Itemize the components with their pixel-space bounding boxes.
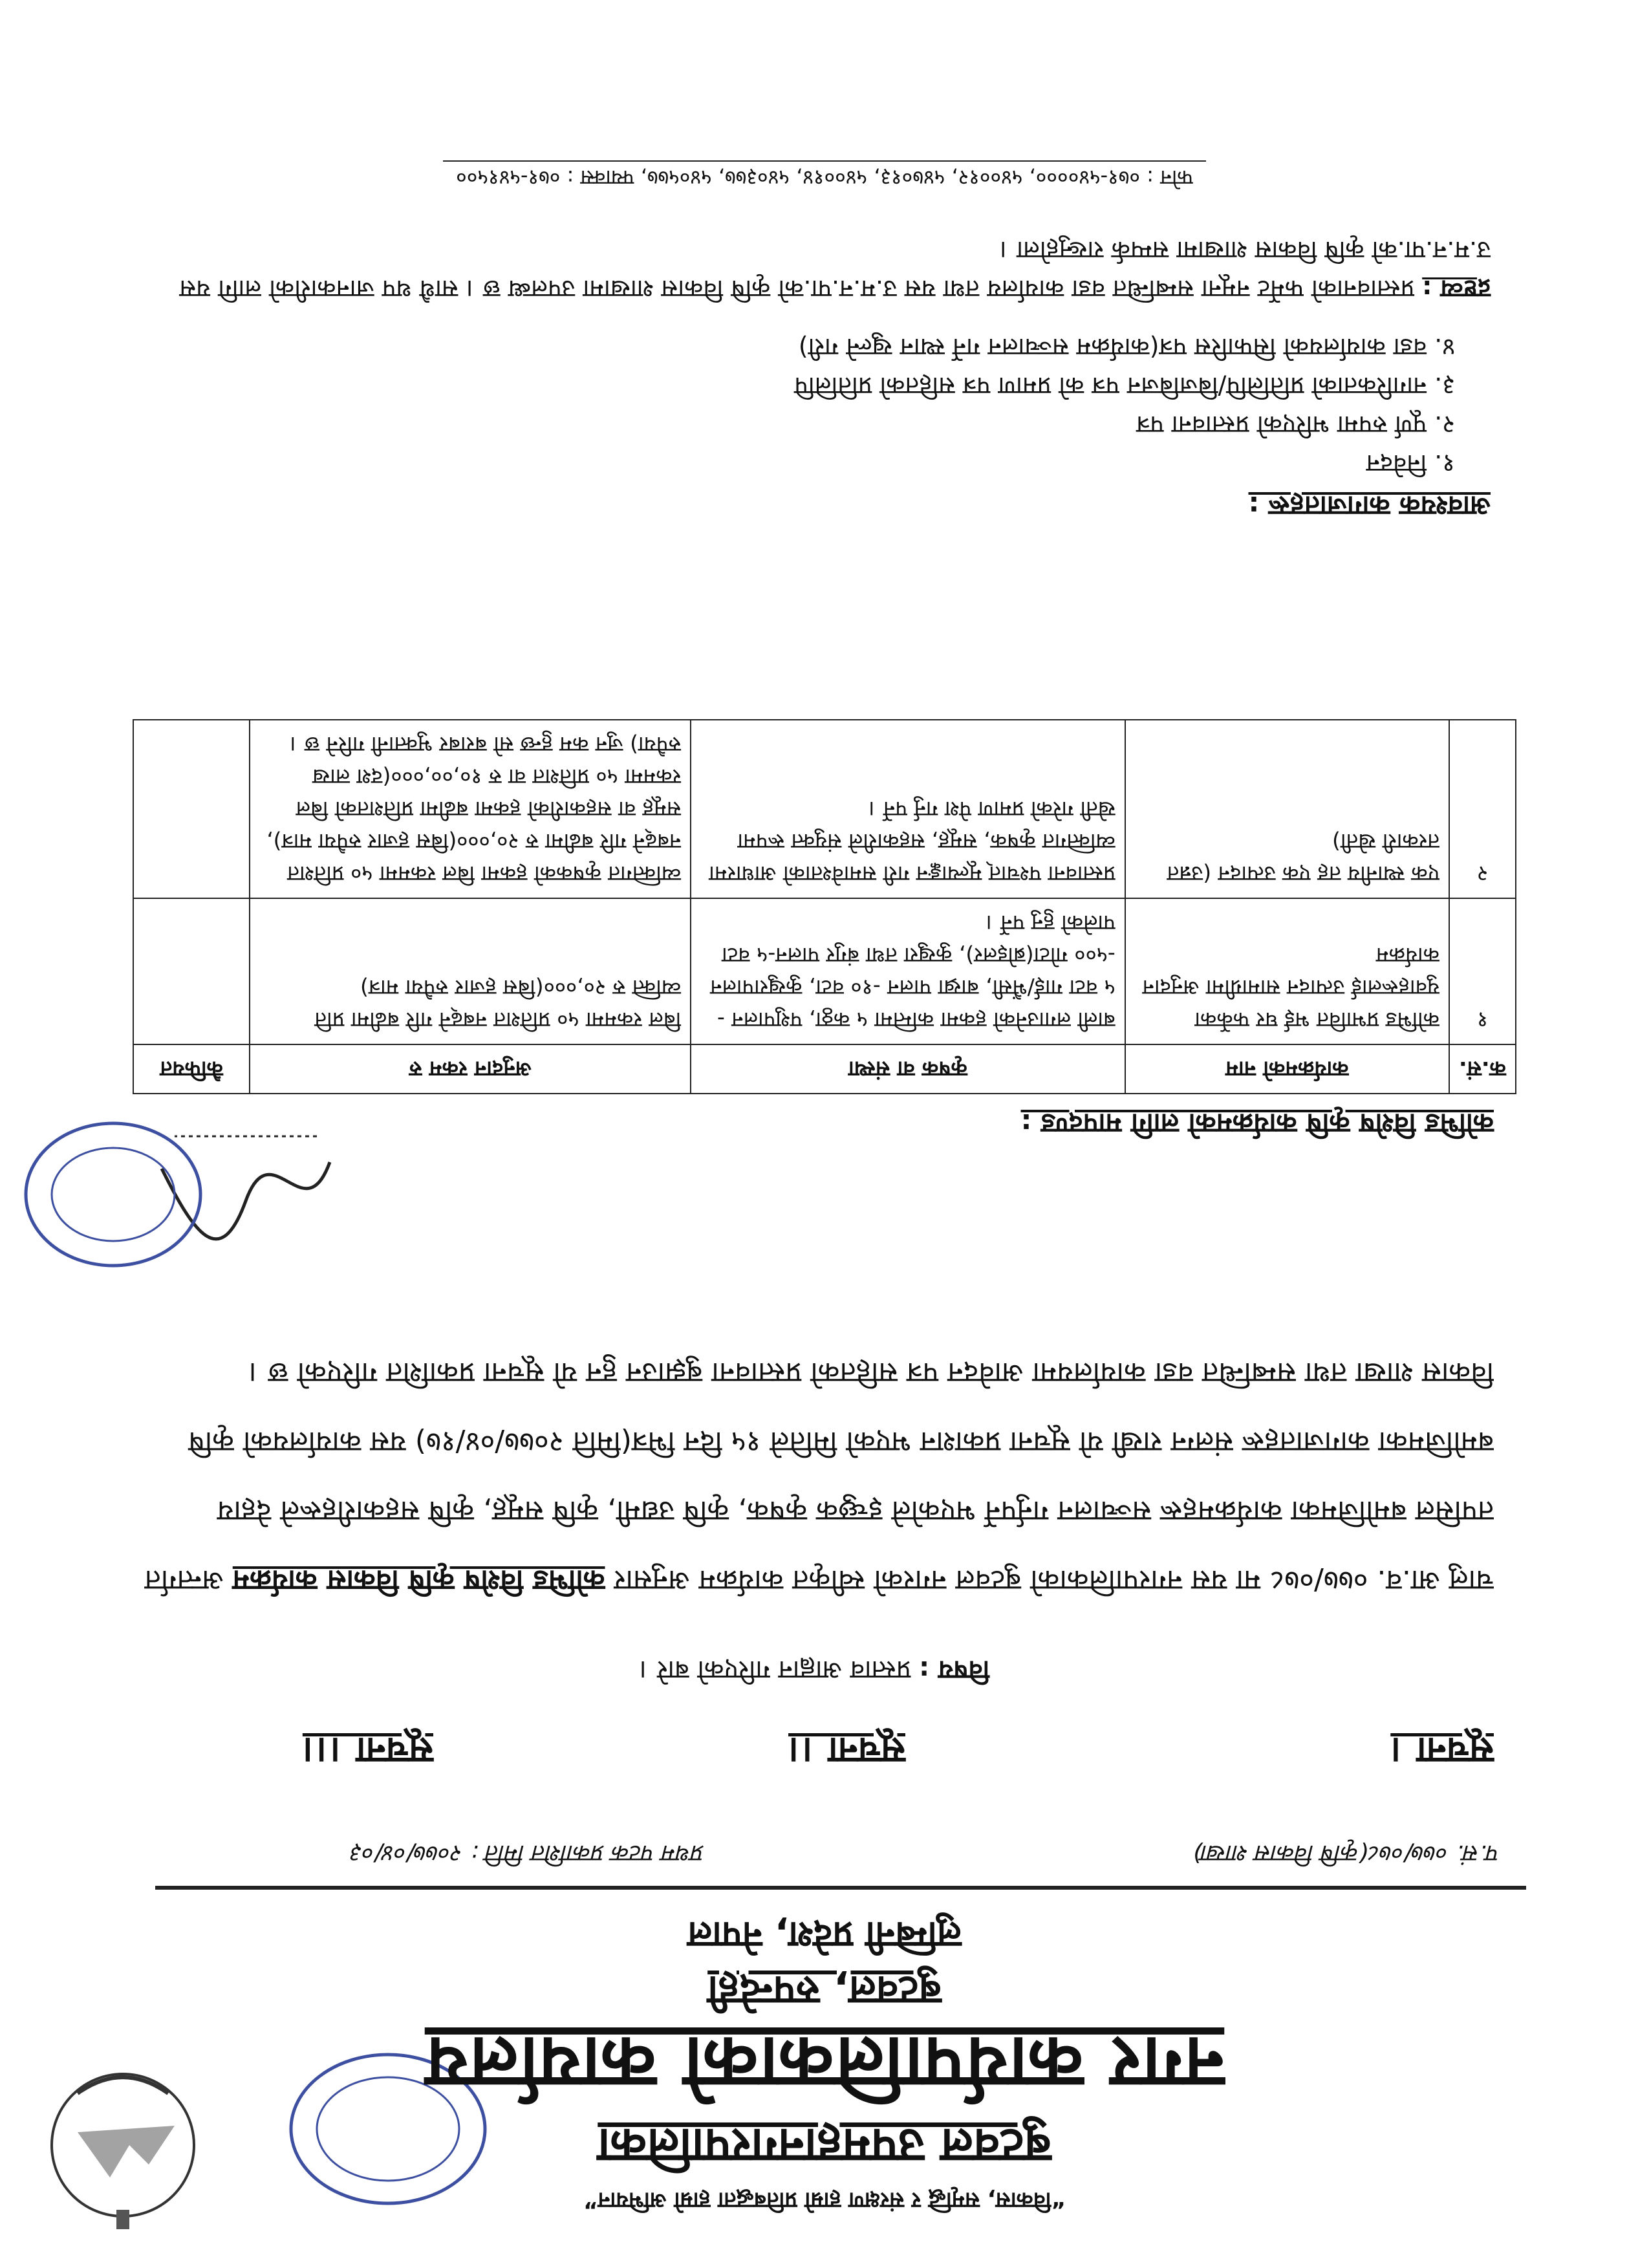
cell-grant: बिल रकममा ५० प्रतिशत नबढ्ने गरि बढीमा प्रति व्यक्ति रु २०,०००(बिस हजार रुपैया मात्र): [250, 898, 691, 1044]
program-criteria-title: कोभिड विशेष कृषि कार्यक्रमको लागि मापदण्ड :: [1020, 1108, 1494, 1139]
notice-heading-2: सूचना ।।: [788, 1729, 905, 1771]
notice-body: [123, 1338, 1494, 1615]
subject-line: [639, 1654, 989, 1689]
notice-heading-1: सूचना ।: [1390, 1729, 1494, 1771]
office-address: बुटवल, रुपन्देही: [707, 1967, 942, 2014]
program-highlight: कोभिड विशेष कृषि विकास कार्यक्रम: [232, 1564, 605, 1597]
subject-text: प्रस्ताव आह्वान गरिएको बारे ।: [639, 1655, 911, 1685]
list-item: २. पूर्ण रुपमा भरिएको प्रस्तावना पत्र: [1136, 411, 1455, 439]
notice-heading-3: सूचना ।।।: [302, 1729, 433, 1771]
col-grant: अनुदान रकम रु: [250, 1044, 691, 1094]
cell-program-name: कोभिड प्रभावित भई घर फर्केका युवाहरूलाई उत्पादन सामाग्रीमा अनुदान कार्यक्रम: [1125, 898, 1449, 1044]
reference-number: प.सं. ०७७/०७८(कृषि विकास शाखा): [1192, 1840, 1500, 1866]
col-remarks: कैफियत: [133, 1044, 250, 1094]
office-name: नगर कार्यपालिकाको कार्यालय: [424, 2021, 1225, 2105]
province-line: लुम्बिनी प्रदेश, नेपाल: [687, 1914, 962, 1956]
table-row: [133, 720, 1516, 898]
cell-eligibility: प्रस्तावना पश्चात् मूल्याङ्कन गरी समावेश्ताको आधारमा व्यक्तिगत कृषक, समूह, सहकारीले संयुक्त रूपमा खेती गरेको प्रमाण पेश गर्नु पर्ने ।: [691, 720, 1125, 898]
subject-label: विषय :: [919, 1655, 989, 1685]
cell-eligibility: बाली लगाउनेको हकमा कम्तिमा ५ कठ्ठा, पशुपालन - ५ वटा गाई/भैंसी, बाख्रा पालन -१० वटा, कुखुरापालन -५०० गोटा(ब्रोइलर), कुखुरा तथा बंगुर पालन-५ वटा पालेको हुनु पर्ने ।: [691, 898, 1125, 1044]
table-row: [133, 898, 1516, 1044]
list-item: ४. वडा कार्यालयको सिफारिस पत्र(कार्यक्रम सञ्चालन गर्ने स्थान खुल्ने गरी): [798, 333, 1455, 362]
table-header-row: [133, 1044, 1516, 1094]
cell-serial: २: [1449, 720, 1516, 898]
body-intro: चालु आ.व. ०७७/०७८ मा यस नगरपालिकाको बुटवल नगरको स्वीकृत कार्यक्रम अनुसार: [614, 1564, 1494, 1597]
required-documents-title: आवश्यक कागजातहरू :: [1248, 490, 1491, 522]
publish-date: प्रथम पटक प्रकाशित मिति : २०७७/०४/०३: [350, 1840, 705, 1866]
cell-remarks: [133, 898, 250, 1044]
contact-numbers: फोन : ०७१-५४००००, ५४००१२, ५४७०१३, ५४००१४, ५४०३७७, ५४०५७७, फ्याक्स : ०७१-५४१५००: [443, 160, 1206, 190]
organization-name: बुटवल उपमहानगरपालिका: [598, 2118, 1051, 2174]
footnote-text: प्रस्तावनाको फर्मेट नमूना सम्बन्धित वडा कार्यालय तथा यस उ.म.न.पा.को कृषि विकास शाखामा उपलब्ध छ । साथै थप जानकारीको लागि यस उ.म.न.पा.को कृषि विकास शाखामा सम्पर्क राख्नुहोला ।: [179, 236, 1491, 303]
col-eligibility: कृषक वा संस्था: [691, 1044, 1125, 1094]
list-item: १. निवेदन: [1366, 449, 1455, 478]
list-item: ३. नागरिकताको प्रतिलिपि/बिजबिजन पत्र को प्रमाण पत्र सहितको प्रतिलिपि: [794, 372, 1455, 400]
motto: “विकास, समृद्धि र संरक्षण हाम्रो प्रतिबद्धता हाम्रो अभियान”: [583, 2187, 1066, 2213]
cell-program-name: एक स्थानीय तह एक उत्पादन (उन्नत तरकारी खेती): [1125, 720, 1449, 898]
header-divider: [155, 1886, 1526, 1890]
col-serial: क.सं.: [1449, 1044, 1516, 1094]
footnote-label: द्रष्टव्य :: [1422, 275, 1491, 303]
footnote: [133, 231, 1491, 308]
contact-line: [0, 164, 1649, 192]
cell-remarks: [133, 720, 250, 898]
cell-grant: व्यक्तिगत कृषकको हकमा बिल रकममा ५० प्रतिशत नबढ्ने गरि बढीमा रु २०,०००(बिस हजार रुपैया मात्र), समूह वा सहकारीको हकमा बढीमा प्रतिशतको बिल रकममा ५० प्रतिशत वा रु १०,००,०००(दश लाख रुपैया) जुन कम हुन्छ सो बराबर भुक्तानी गरिने छ ।: [250, 720, 691, 898]
section-seal-stamp: [19, 1110, 207, 1279]
cell-serial: १: [1449, 898, 1516, 1044]
program-table: [133, 719, 1516, 1094]
body-rest: अन्तर्गत तपसिल बमोजिमका कार्यक्रमहरू सञ्चालन गर्नुपर्ने भएकोले इच्छुक कृषक, कृषि उद्यमी, कृषि समूह, कृषि सहकारीहरूले देहाय बमोजिमका कागजातहरू संलग्न राखी यो सूचना प्रकाशन भएको मितिले १५ दिन भित्र(मिति २०७७/०४/१७) यस कार्यालयको कृषि विकास शाखा तथा सम्बन्धित वडा कार्यालयमा आवेदन पत्र सहितको प्रस्तावना बुझाउन हुन यो सूचना प्रकाशित गरिएको छ ।: [144, 1356, 1494, 1597]
required-documents-list: [794, 328, 1455, 483]
col-program-name: कार्यक्रमको नाम: [1125, 1044, 1449, 1094]
